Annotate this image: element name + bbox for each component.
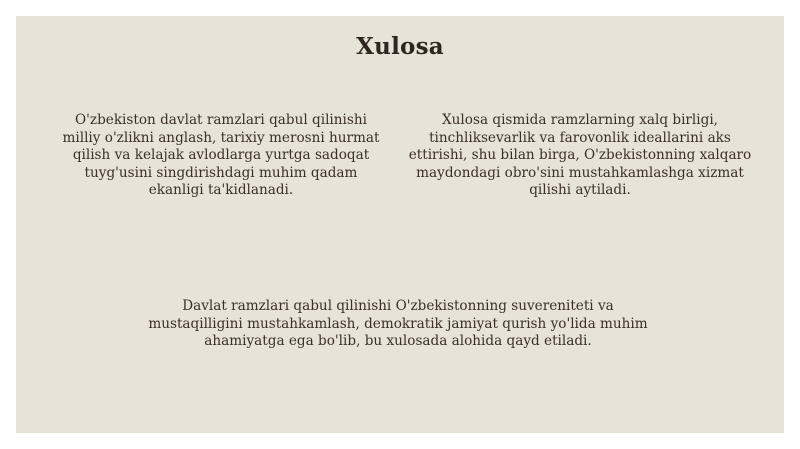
slide-title: Xulosa <box>356 33 444 60</box>
paragraph-bottom: Davlat ramzlari qabul qilinishi O'zbekistonning suvereniteti va mustaqilligini mustahkamlash, demokratik jamiyat qurish yo'lida muhim ahamiyatga ega bo'lib, bu xulosada alohida qayd etiladi. <box>148 298 648 349</box>
paragraph-right: Xulosa qismida ramzlarning xalq birligi, tinchliksevarlik va farovonlik ideallarini aks ettirishi, shu bilan birga, O'zbekistonning xalqaro maydondagi obro'sini mustahkamlashga xizmat qilishi aytiladi. <box>408 112 752 198</box>
paragraph-left: O'zbekiston davlat ramzlari qabul qilinishi milliy o'zlikni anglash, tarixiy merosni hurmat qilish va kelajak avlodlarga yurtga sadoqat tuyg'usini singdirishdagi muhim qadam ekanligi ta'kidlanadi. <box>62 112 380 198</box>
slide-canvas <box>16 16 784 433</box>
